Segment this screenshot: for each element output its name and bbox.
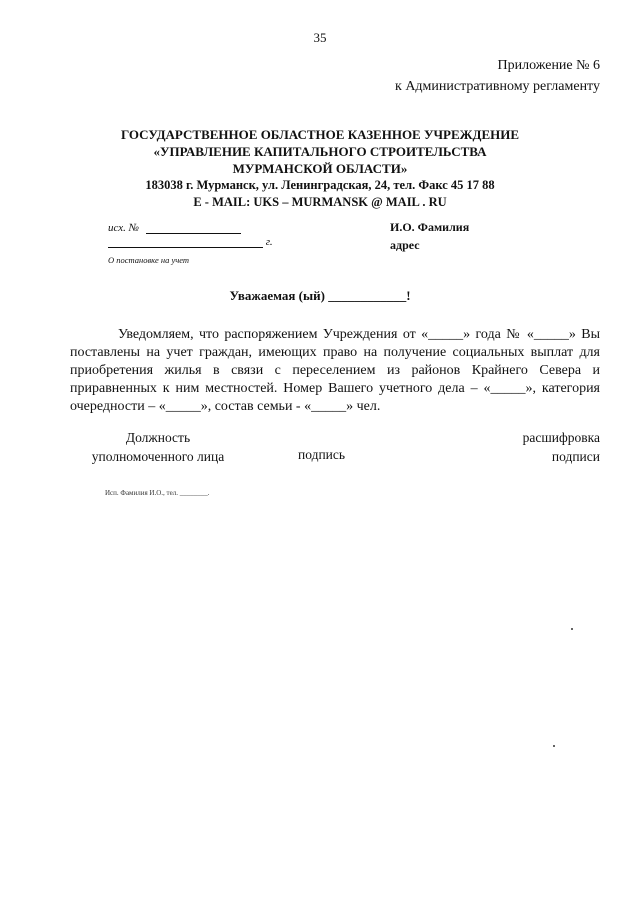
recipient-address: адрес — [390, 238, 420, 252]
outgoing-date — [108, 236, 273, 248]
page-number: 35 — [313, 30, 327, 45]
notice-body: Уведомляем, что распоряжением Учреждения от «_____» года № «_____» Вы поставлены на учет граждан, имеющих право на получение социальных выплат для приобретения жилья в связи с переселением из районов Крайнего Севера и приравненных к ним местностей. Номер Вашего учетного дела – «_____», категория очередности – «_____», состав семьи - «_____» чел. — [70, 327, 600, 414]
org-name-line-1: ГОСУДАРСТВЕННОЕ ОБЛАСТНОЕ КАЗЕННОЕ УЧРЕЖДЕНИЕ — [120, 127, 520, 142]
salutation: Уважаемая (ый) ____________! — [229, 288, 411, 303]
org-name-line-2: «УПРАВЛЕНИЕ КАПИТАЛЬНОГО СТРОИТЕЛЬСТВА — [153, 144, 487, 159]
recipient-name: И.О. Фамилия — [390, 220, 470, 234]
executor-line: Исп. Фамилия И.О., тел. ________. — [105, 489, 210, 497]
scan-speck — [553, 745, 555, 747]
outgoing-number — [108, 222, 241, 234]
signature-decode-line-1: расшифровка — [522, 430, 600, 445]
signature-sign-label: подпись — [298, 447, 346, 462]
annex-reference — [395, 55, 600, 97]
outgoing-number-blank — [146, 233, 241, 234]
org-name-line-3: МУРМАНСКОЙ ОБЛАСТИ» — [232, 161, 408, 176]
signature-decode-line-2: подписи — [551, 449, 600, 464]
org-email: E - MAIL: UKS – MURMANSK @ MAIL . RU — [193, 195, 447, 209]
org-address: 183038 г. Мурманск, ул. Ленинградская, 24, тел. Факс 45 17 88 — [145, 178, 495, 192]
scan-speck — [571, 628, 573, 630]
outgoing-date-blank — [108, 247, 263, 248]
signature-decode — [523, 428, 600, 466]
signature-position-line-2: уполномоченного лица — [91, 449, 225, 464]
recipient-block — [390, 218, 469, 254]
annex-line-2: к Административному регламенту — [395, 79, 600, 94]
signature-position-line-1: Должность — [125, 430, 191, 445]
letterhead — [0, 126, 640, 211]
subject-note: О постановке на учет — [108, 255, 190, 265]
annex-line-1: Приложение № 6 — [497, 58, 600, 73]
signature-position — [68, 428, 248, 466]
outgoing-year-suffix: г. — [265, 236, 273, 248]
outgoing-number-label: исх. № — [108, 222, 139, 234]
